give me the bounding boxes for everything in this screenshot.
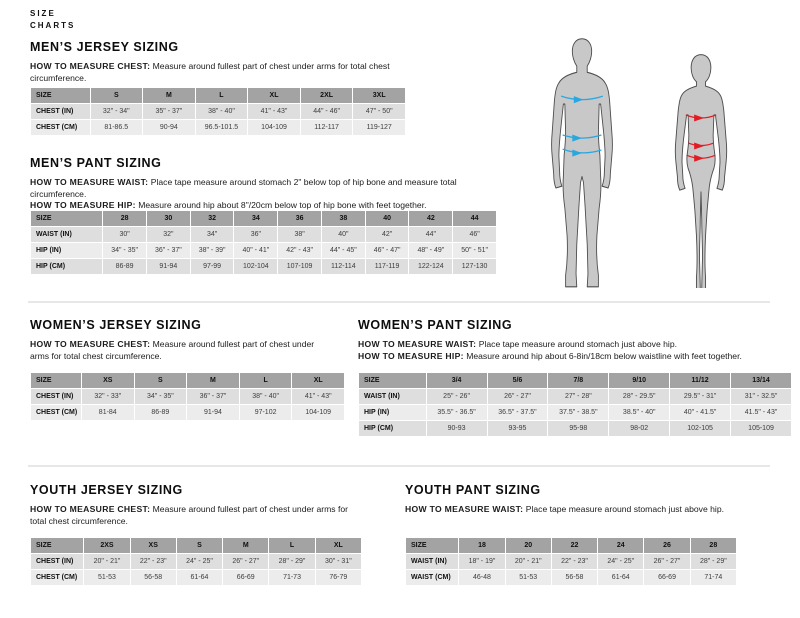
table-size-header: M — [223, 538, 269, 554]
value-cell: 32" — [146, 227, 190, 243]
value-cell: 35" - 37" — [143, 104, 196, 120]
table-size-header: 40 — [365, 211, 409, 227]
value-cell: 41" - 43" — [248, 104, 301, 120]
section-title: MEN’S PANT SIZING — [30, 156, 162, 170]
measure-label: HOW TO MEASURE CHEST: — [30, 339, 151, 349]
value-cell: 105-109 — [731, 421, 792, 437]
value-cell: 38" - 40" — [195, 104, 248, 120]
value-cell: 36" - 37" — [187, 389, 240, 405]
page-title-line2: CHARTS — [30, 21, 76, 30]
value-cell: 26" - 27" — [644, 554, 690, 570]
table-row — [31, 227, 497, 243]
value-cell: 66-69 — [223, 570, 269, 586]
table-size-header: L — [239, 373, 292, 389]
table-size-header: 32 — [190, 211, 234, 227]
value-cell: 104-109 — [292, 405, 345, 421]
value-cell: 117-119 — [365, 259, 409, 275]
row-label-cell: WAIST (IN) — [406, 554, 459, 570]
table-size-header: 30 — [146, 211, 190, 227]
value-cell: 86-89 — [103, 259, 147, 275]
value-cell: 36" - 37" — [146, 243, 190, 259]
measure-text: Measure around fullest part of chest under arms for total chest circumference. — [30, 504, 349, 526]
value-cell: 41.5" - 43" — [731, 405, 792, 421]
youth-pant-section — [405, 483, 737, 581]
value-cell: 42" — [365, 227, 409, 243]
value-cell: 81-86.5 — [90, 120, 143, 136]
row-label-cell: WAIST (IN) — [359, 389, 427, 405]
table-size-header: 11/12 — [670, 373, 731, 389]
value-cell: 90-94 — [143, 120, 196, 136]
value-cell: 44" - 46" — [300, 104, 353, 120]
mens-jersey-table — [30, 87, 406, 136]
value-cell: 61-64 — [176, 570, 222, 586]
value-cell: 81-84 — [81, 405, 134, 421]
female-body-silhouette — [675, 55, 726, 288]
row-label-cell: HIP (IN) — [359, 405, 427, 421]
value-cell: 119-127 — [353, 120, 406, 136]
value-cell: 24" - 25" — [176, 554, 222, 570]
value-cell: 47" - 50" — [353, 104, 406, 120]
table-row — [31, 243, 497, 259]
measure-label: HOW TO MEASURE WAIST: — [30, 177, 149, 187]
value-cell: 35.5" - 36.5" — [426, 405, 487, 421]
value-cell: 42" - 43" — [278, 243, 322, 259]
table-size-header: 18 — [459, 538, 505, 554]
value-cell: 22" - 23" — [551, 554, 597, 570]
value-cell: 32" - 33" — [81, 389, 134, 405]
table-row — [31, 570, 362, 586]
measure-instructions — [30, 177, 497, 212]
male-figure-illustration — [541, 37, 623, 293]
table-row — [31, 389, 345, 405]
value-cell: 71-73 — [269, 570, 315, 586]
womens-jersey-table — [30, 372, 345, 421]
value-cell: 38" — [278, 227, 322, 243]
value-cell: 24" - 25" — [598, 554, 644, 570]
measure-label: HOW TO MEASURE HIP: — [30, 200, 136, 211]
value-cell: 76-79 — [315, 570, 361, 586]
value-cell: 28" - 29" — [269, 554, 315, 570]
table-size-header: 28 — [103, 211, 147, 227]
value-cell: 30" - 31" — [315, 554, 361, 570]
measure-instructions — [30, 504, 350, 527]
womens-pant-section — [358, 318, 792, 432]
measure-text: Measure around fullest part of chest under arms for total chest circumference. — [30, 61, 390, 83]
table-size-header: 13/14 — [731, 373, 792, 389]
value-cell: 112-114 — [321, 259, 365, 275]
table-header-row — [31, 373, 345, 389]
mens-jersey-section — [30, 40, 406, 131]
row-label-cell: CHEST (IN) — [31, 104, 91, 120]
table-size-header: 44 — [453, 211, 497, 227]
value-cell: 22" - 23" — [130, 554, 176, 570]
table-corner-header: SIZE — [31, 538, 84, 554]
table-row — [406, 570, 737, 586]
table-size-header: 42 — [409, 211, 453, 227]
value-cell: 28" - 29.5" — [609, 389, 670, 405]
row-label-cell: HIP (CM) — [359, 421, 427, 437]
table-row — [31, 104, 406, 120]
section-title: WOMEN’S PANT SIZING — [358, 318, 513, 332]
table-size-header: 20 — [505, 538, 551, 554]
value-cell: 28" - 29" — [690, 554, 736, 570]
mens-pant-table — [30, 210, 497, 275]
page-title — [30, 8, 75, 32]
table-size-header: 22 — [551, 538, 597, 554]
womens-jersey-section — [30, 318, 345, 416]
table-corner-header: SIZE — [31, 88, 91, 104]
table-header-row — [359, 373, 792, 389]
value-cell: 95-98 — [548, 421, 609, 437]
table-row — [31, 405, 345, 421]
value-cell: 102-104 — [234, 259, 278, 275]
value-cell: 18" - 19" — [459, 554, 505, 570]
row-label-cell: CHEST (CM) — [31, 120, 91, 136]
value-cell: 107-109 — [278, 259, 322, 275]
row-label-cell: HIP (CM) — [31, 259, 103, 275]
table-size-header: 26 — [644, 538, 690, 554]
row-label-cell: CHEST (IN) — [31, 389, 82, 405]
value-cell: 38" - 39" — [190, 243, 234, 259]
value-cell: 98-02 — [609, 421, 670, 437]
table-row — [359, 389, 792, 405]
table-row — [406, 554, 737, 570]
value-cell: 36.5" - 37.5" — [487, 405, 548, 421]
value-cell: 31" - 32.5" — [731, 389, 792, 405]
value-cell: 97-99 — [190, 259, 234, 275]
value-cell: 46" — [453, 227, 497, 243]
value-cell: 90-93 — [426, 421, 487, 437]
table-row — [359, 405, 792, 421]
table-size-header: 36 — [278, 211, 322, 227]
table-size-header: XS — [81, 373, 134, 389]
value-cell: 71-74 — [690, 570, 736, 586]
table-size-header: 34 — [234, 211, 278, 227]
measure-label: HOW TO MEASURE CHEST: — [30, 504, 151, 514]
value-cell: 30" — [103, 227, 147, 243]
table-size-header: M — [143, 88, 196, 104]
measure-label: HOW TO MEASURE CHEST: — [30, 61, 151, 71]
value-cell: 44" — [409, 227, 453, 243]
value-cell: 37.5" - 38.5" — [548, 405, 609, 421]
table-size-header: XL — [292, 373, 345, 389]
value-cell: 91-94 — [146, 259, 190, 275]
youth-pant-table — [405, 537, 737, 586]
value-cell: 48" - 49" — [409, 243, 453, 259]
youth-jersey-section — [30, 483, 362, 581]
value-cell: 112-117 — [300, 120, 353, 136]
table-size-header: L — [195, 88, 248, 104]
value-cell: 96.5-101.5 — [195, 120, 248, 136]
measure-instructions — [358, 339, 792, 362]
value-cell: 122-124 — [409, 259, 453, 275]
value-cell: 34" - 35" — [134, 389, 187, 405]
value-cell: 26" - 27" — [223, 554, 269, 570]
value-cell: 34" - 35" — [103, 243, 147, 259]
table-size-header: XS — [130, 538, 176, 554]
measure-text: Measure around hip about 6-8in/18cm below waistline with feet together. — [463, 350, 742, 361]
measure-label: HOW TO MEASURE WAIST: — [405, 504, 524, 514]
value-cell: 41" - 43" — [292, 389, 345, 405]
section-title: YOUTH JERSEY SIZING — [30, 483, 183, 497]
value-cell: 61-64 — [598, 570, 644, 586]
value-cell: 93-95 — [487, 421, 548, 437]
table-size-header: XL — [248, 88, 301, 104]
value-cell: 97-102 — [239, 405, 292, 421]
measure-text: Measure around hip about 8"/20cm below top of hip bone with feet together. — [135, 200, 427, 211]
table-row — [31, 259, 497, 275]
value-cell: 40" - 41.5" — [670, 405, 731, 421]
table-size-header: 28 — [690, 538, 736, 554]
value-cell: 44" - 45" — [321, 243, 365, 259]
table-size-header: S — [176, 538, 222, 554]
value-cell: 91-94 — [187, 405, 240, 421]
value-cell: 40" — [321, 227, 365, 243]
table-row — [31, 554, 362, 570]
value-cell: 27" - 28" — [548, 389, 609, 405]
table-size-header: 2XS — [84, 538, 130, 554]
table-corner-header: SIZE — [359, 373, 427, 389]
value-cell: 32" - 34" — [90, 104, 143, 120]
value-cell: 36" — [234, 227, 278, 243]
value-cell: 51-53 — [84, 570, 130, 586]
value-cell: 51-53 — [505, 570, 551, 586]
table-corner-header: SIZE — [406, 538, 459, 554]
section-title: MEN’S JERSEY SIZING — [30, 40, 179, 54]
table-size-header: 3XL — [353, 88, 406, 104]
value-cell: 20" - 21" — [505, 554, 551, 570]
table-header-row — [31, 88, 406, 104]
value-cell: 46-48 — [459, 570, 505, 586]
value-cell: 34" — [190, 227, 234, 243]
value-cell: 104-109 — [248, 120, 301, 136]
measure-text: Place tape measure around stomach 2" below top of hip bone and measure total circumference. — [30, 177, 457, 199]
value-cell: 20" - 21" — [84, 554, 130, 570]
table-size-header: 2XL — [300, 88, 353, 104]
table-corner-header: SIZE — [31, 211, 103, 227]
table-corner-header: SIZE — [31, 373, 82, 389]
row-label-cell: CHEST (IN) — [31, 554, 84, 570]
male-body-silhouette — [552, 39, 613, 287]
table-row — [359, 421, 792, 437]
measure-text: Measure around fullest part of chest under arms for total chest circumference. — [30, 339, 315, 361]
table-header-row — [31, 538, 362, 554]
table-size-header: XL — [315, 538, 361, 554]
section-title: YOUTH PANT SIZING — [405, 483, 541, 497]
value-cell: 127-130 — [453, 259, 497, 275]
value-cell: 46" - 47" — [365, 243, 409, 259]
page-title-line1: SIZE — [30, 9, 56, 18]
value-cell: 25" - 26" — [426, 389, 487, 405]
row-label-cell: WAIST (IN) — [31, 227, 103, 243]
value-cell: 56-58 — [551, 570, 597, 586]
value-cell: 102-105 — [670, 421, 731, 437]
value-cell: 40" - 41" — [234, 243, 278, 259]
female-figure-illustration — [663, 52, 739, 288]
row-label-cell: WAIST (CM) — [406, 570, 459, 586]
measure-label: HOW TO MEASURE WAIST: — [358, 339, 477, 349]
table-size-header: S — [134, 373, 187, 389]
row-label-cell: HIP (IN) — [31, 243, 103, 259]
value-cell: 56-58 — [130, 570, 176, 586]
section-title: WOMEN’S JERSEY SIZING — [30, 318, 202, 332]
table-size-header: 24 — [598, 538, 644, 554]
section-divider — [28, 465, 770, 467]
section-divider — [28, 301, 770, 303]
table-header-row — [31, 211, 497, 227]
measure-label: HOW TO MEASURE HIP: — [358, 350, 464, 361]
value-cell: 38.5" - 40" — [609, 405, 670, 421]
table-size-header: 38 — [321, 211, 365, 227]
value-cell: 50" - 51" — [453, 243, 497, 259]
table-size-header: L — [269, 538, 315, 554]
table-size-header: 3/4 — [426, 373, 487, 389]
measure-instructions — [30, 61, 406, 84]
value-cell: 26" - 27" — [487, 389, 548, 405]
table-size-header: M — [187, 373, 240, 389]
value-cell: 86-89 — [134, 405, 187, 421]
table-size-header: 7/8 — [548, 373, 609, 389]
value-cell: 29.5" - 31" — [670, 389, 731, 405]
table-size-header: 5/6 — [487, 373, 548, 389]
womens-pant-table — [358, 372, 792, 437]
measure-text: Place tape measure around stomach just above hip. — [523, 504, 724, 514]
mens-pant-section — [30, 156, 497, 270]
row-label-cell: CHEST (CM) — [31, 570, 84, 586]
measure-instructions — [405, 504, 737, 516]
measure-instructions — [30, 339, 330, 362]
table-size-header: 9/10 — [609, 373, 670, 389]
value-cell: 38" - 40" — [239, 389, 292, 405]
value-cell: 66-69 — [644, 570, 690, 586]
table-row — [31, 120, 406, 136]
measure-text: Place tape measure around stomach just above hip. — [476, 339, 677, 349]
table-size-header: S — [90, 88, 143, 104]
row-label-cell: CHEST (CM) — [31, 405, 82, 421]
youth-jersey-table — [30, 537, 362, 586]
table-header-row — [406, 538, 737, 554]
